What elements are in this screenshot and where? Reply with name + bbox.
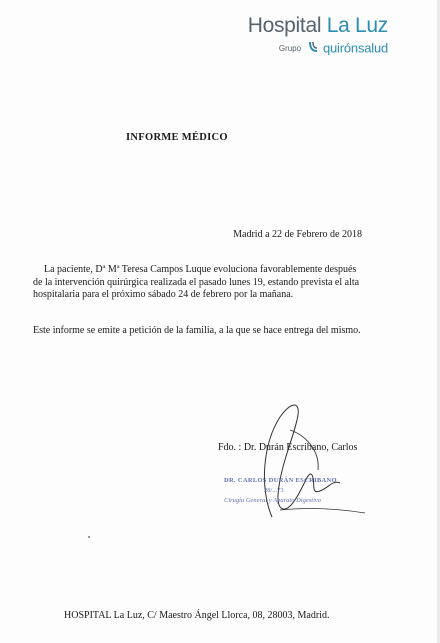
signature-name: Fdo. : Dr. Durán Escribano, Carlos <box>218 442 358 453</box>
logo-subline <box>248 39 388 57</box>
logo-brand: quirónsalud <box>322 40 388 56</box>
footer-address: HOSPITAL La Luz, C/ Maestro Ángel Llorca, 08, 28003, Madrid. <box>64 610 330 621</box>
report-paragraph <box>33 264 373 302</box>
logo-main-laluz: La Luz <box>326 14 388 37</box>
stamp-number: 28/...73 <box>264 487 284 494</box>
stray-mark <box>88 536 90 538</box>
logo-grupo: Grupo <box>278 43 302 53</box>
stamp-doctor-name: DR. CARLOS DURÁN ESCRIBANO <box>224 477 337 484</box>
quironsalud-mark-icon <box>309 39 318 57</box>
hospital-logo <box>248 14 388 57</box>
doctor-stamp <box>224 476 337 506</box>
date-line: Madrid a 22 de Febrero de 2018 <box>233 229 362 240</box>
stamp-specialty: Cirugía General y Aparato Digestivo <box>224 497 322 504</box>
document-title: INFORME MÉDICO <box>126 132 228 143</box>
paragraph-line: de la intervención quirúrgica realizada el pasado lunes 19, estando prevista el alta <box>33 276 360 288</box>
paragraph-line: La paciente, Dª Mª Teresa Campos Luque evoluciona favorablemente después <box>44 264 357 275</box>
logo-main-hospital: Hospital <box>247 14 322 37</box>
report-note <box>33 325 373 338</box>
logo-title <box>248 14 388 38</box>
note-line: Este informe se emite a petición de la familia, a la que se hace entrega del mismo. <box>33 325 361 336</box>
paragraph-line: hospitalaria para el próximo sábado 24 de febrero por la mañana. <box>33 289 294 300</box>
